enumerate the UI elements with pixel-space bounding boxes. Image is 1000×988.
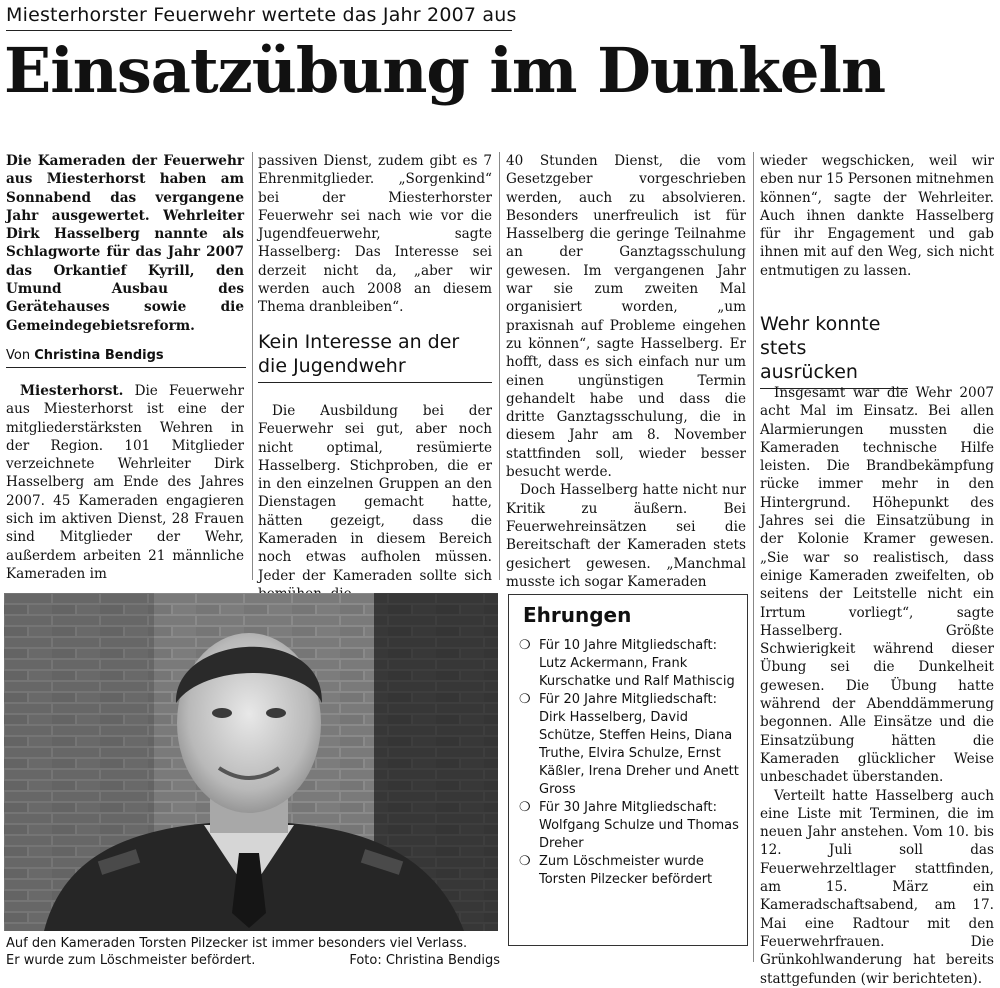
photo-caption (6, 935, 500, 969)
column-3-paragraph-2: Doch Hasselberg hatte nicht nur Kritik zu äußern. Bei Feuerwehreinsätzen sei die Bereitschaft der Kameraden stets gesichert gewesen. „Manchmal musste ich sogar Kameraden (506, 482, 746, 590)
ehrungen-list (517, 637, 739, 889)
list-item: ❍ Für 30 Jahre Mitgliedschaft: Wolfgang Schulze und Thomas Dreher (519, 800, 739, 851)
caption-line-1: Auf den Kameraden Torsten Pilzecker ist immer besonders viel Verlass. (6, 936, 468, 951)
column-4-paragraph-3: Verteilt hatte Hasselberg auch eine Liste mit Terminen, die im neuen Jahr anstehen. Vom 10. bis 12. Juli soll das Feuerwehrzeltlager stattfinden, am 15. März ein Kameradschaftsabend, am 17. Mai eine Radtour mit den Feuerwehrfrauen. Die Grünkohlwanderung hat bereits stattgefunden (wir berichteten). (760, 787, 994, 987)
portrait-photo (4, 593, 498, 931)
circle-bullet-icon: ❍ (519, 800, 531, 815)
list-item: ❍ Für 10 Jahre Mitgliedschaft: Lutz Ackermann, Frank Kurschatke und Ralf Mathiscig (519, 638, 735, 689)
column-3-paragraph-1: 40 Stunden Dienst, die vom Gesetzgeber vorgeschrieben werden, auch zu absolvieren. Besonders unerfreulich ist für Hasselberg die geringe Teilnahme an der Ganztagsschulung gewesen. Im vergangenen Jahr war sie zum zweiten Mal organisiert worden, „um praxisnah auf Probleme eingehen zu können“, sagte Hasselberg. Er hofft, dass es sich einfach nur um einen ungünstigen Termin gehandelt habe und dass die dritte Ganztagsschulung, die in diesem Jahr am 8. November stattfinden soll, wieder besser besucht werde. (506, 153, 746, 481)
kicker-rule (6, 30, 512, 31)
column-rule-3 (753, 152, 754, 962)
byline-author: Christina Bendigs (34, 348, 164, 363)
circle-bullet-icon: ❍ (519, 638, 531, 653)
kicker: Miesterhorster Feuerwehr wertete das Jahr 2007 aus (6, 4, 517, 26)
ehrungen-box (508, 594, 748, 946)
column-2-paragraph-1: passiven Dienst, zudem gibt es 7 Ehrenmitglieder. „Sorgenkind“ bei der Miesterhorster Feuerwehr sei nach wie vor die Jugendfeuerwehr, sagte Hasselberg: Das Interesse sei derzeit nicht da, „aber wir werden auch 2008 an diesem Thema dranbleiben“. (258, 153, 492, 316)
photo-credit: Foto: Christina Bendigs (349, 953, 500, 968)
headline: Einsatzübung im Dunkeln (4, 34, 886, 107)
ehrungen-title: Ehrungen (523, 603, 632, 627)
portrait-illustration (4, 593, 498, 931)
column-2-bottom (258, 402, 492, 603)
column-4-top (760, 152, 994, 280)
column-1-body (6, 382, 244, 583)
subhead-ausruecken: Wehr konnte stets ausrücken (760, 312, 908, 389)
column-4-paragraph-2: Insgesamt war die Wehr 2007 acht Mal im Einsatz. Bei allen Alarmierungen mussten die Kameraden technische Hilfe leisten. Die Brandbekämpfung rücke immer mehr in den Hintergrund. Höhepunkt des Jahres sei die Einsatzübung in der Kolonie Kramer gewesen. „Sie war so realistisch, dass einige Kameraden zweifelten, ob seitens der Leitstelle nicht ein Irrtum vorliegt“, sagte Hasselberg. Größte Schwierigkeit während dieser Übung sei die Dunkelheit gewesen. Die Übung hatte während der Abenddämmerung begonnen. Alle Einsätze und die Einsatzübung hätten die Kameraden glücklicher Weise unbeschadet überstanden. (760, 385, 994, 786)
caption-line-2: Er wurde zum Löschmeister befördert. (6, 953, 256, 968)
column-rule-2 (499, 152, 500, 580)
column-1-text: Die Feuerwehr aus Miesterhorst ist eine der mitgliederstärksten Wehren in der Region. 101 Mitglieder verzeichnete Wehrleiter Dirk Hasselberg am Ende des Jahres 2007. 45 Kameraden engagieren sich im aktiven Dienst, 28 Frauen sind Mitglieder der Wehr, außerdem arbeiten 21 männliche Kameraden im (6, 383, 244, 582)
byline-prefix: Von (6, 348, 31, 363)
column-3 (506, 152, 746, 591)
column-rule-1 (252, 152, 253, 580)
column-2-top (258, 152, 492, 317)
list-item: ❍ Zum Löschmeister wurde Torsten Pilzecker befördert (519, 854, 713, 887)
subhead-jugendwehr: Kein Interesse an der die Jugendwehr (258, 330, 492, 383)
circle-bullet-icon: ❍ (519, 692, 531, 707)
column-2-paragraph-2: Die Ausbildung bei der Feuerwehr sei gut, aber noch nicht optimal, resümierte Hasselberg. Stichproben, die er in den einzelnen Gruppen an den Dienstagen gemacht hatte, hätten gezeigt, dass die Kameraden in diesem Bereich noch etwas aufholen müssen. Jeder der Kameraden sollte sich (258, 403, 492, 584)
lead-paragraph: Die Kameraden der Feuerwehr aus Miesterhorst haben am Sonnabend das vergangene Jahr ausgewertet. Wehrleiter Dirk Hasselberg nannte als Schlagworte für das Jahr 2007 das Orkantief Kyrill, den Umund Ausbau des Gerätehauses sowie die Gemeindegebietsreform. (6, 153, 244, 334)
list-item: ❍ Für 20 Jahre Mitgliedschaft: Dirk Hasselberg, David Schütze, Steffen Heins, Diana Truthe, Elvira Schulze, Ernst Käßler, Irena Dreher und Anett Gross (519, 692, 739, 797)
column-4-paragraph-1: wieder wegschicken, weil wir eben nur 15 Personen mitnehmen können“, sagte der Wehrleiter. Auch ihnen dankte Hasselberg für ihr Engagement und gab ihnen mit auf den Weg, sich nicht entmutigen zu lassen. (760, 153, 994, 279)
byline (6, 348, 246, 368)
column-4-bottom (760, 384, 994, 988)
circle-bullet-icon: ❍ (519, 854, 531, 869)
dateline: Miesterhorst. (20, 383, 124, 399)
